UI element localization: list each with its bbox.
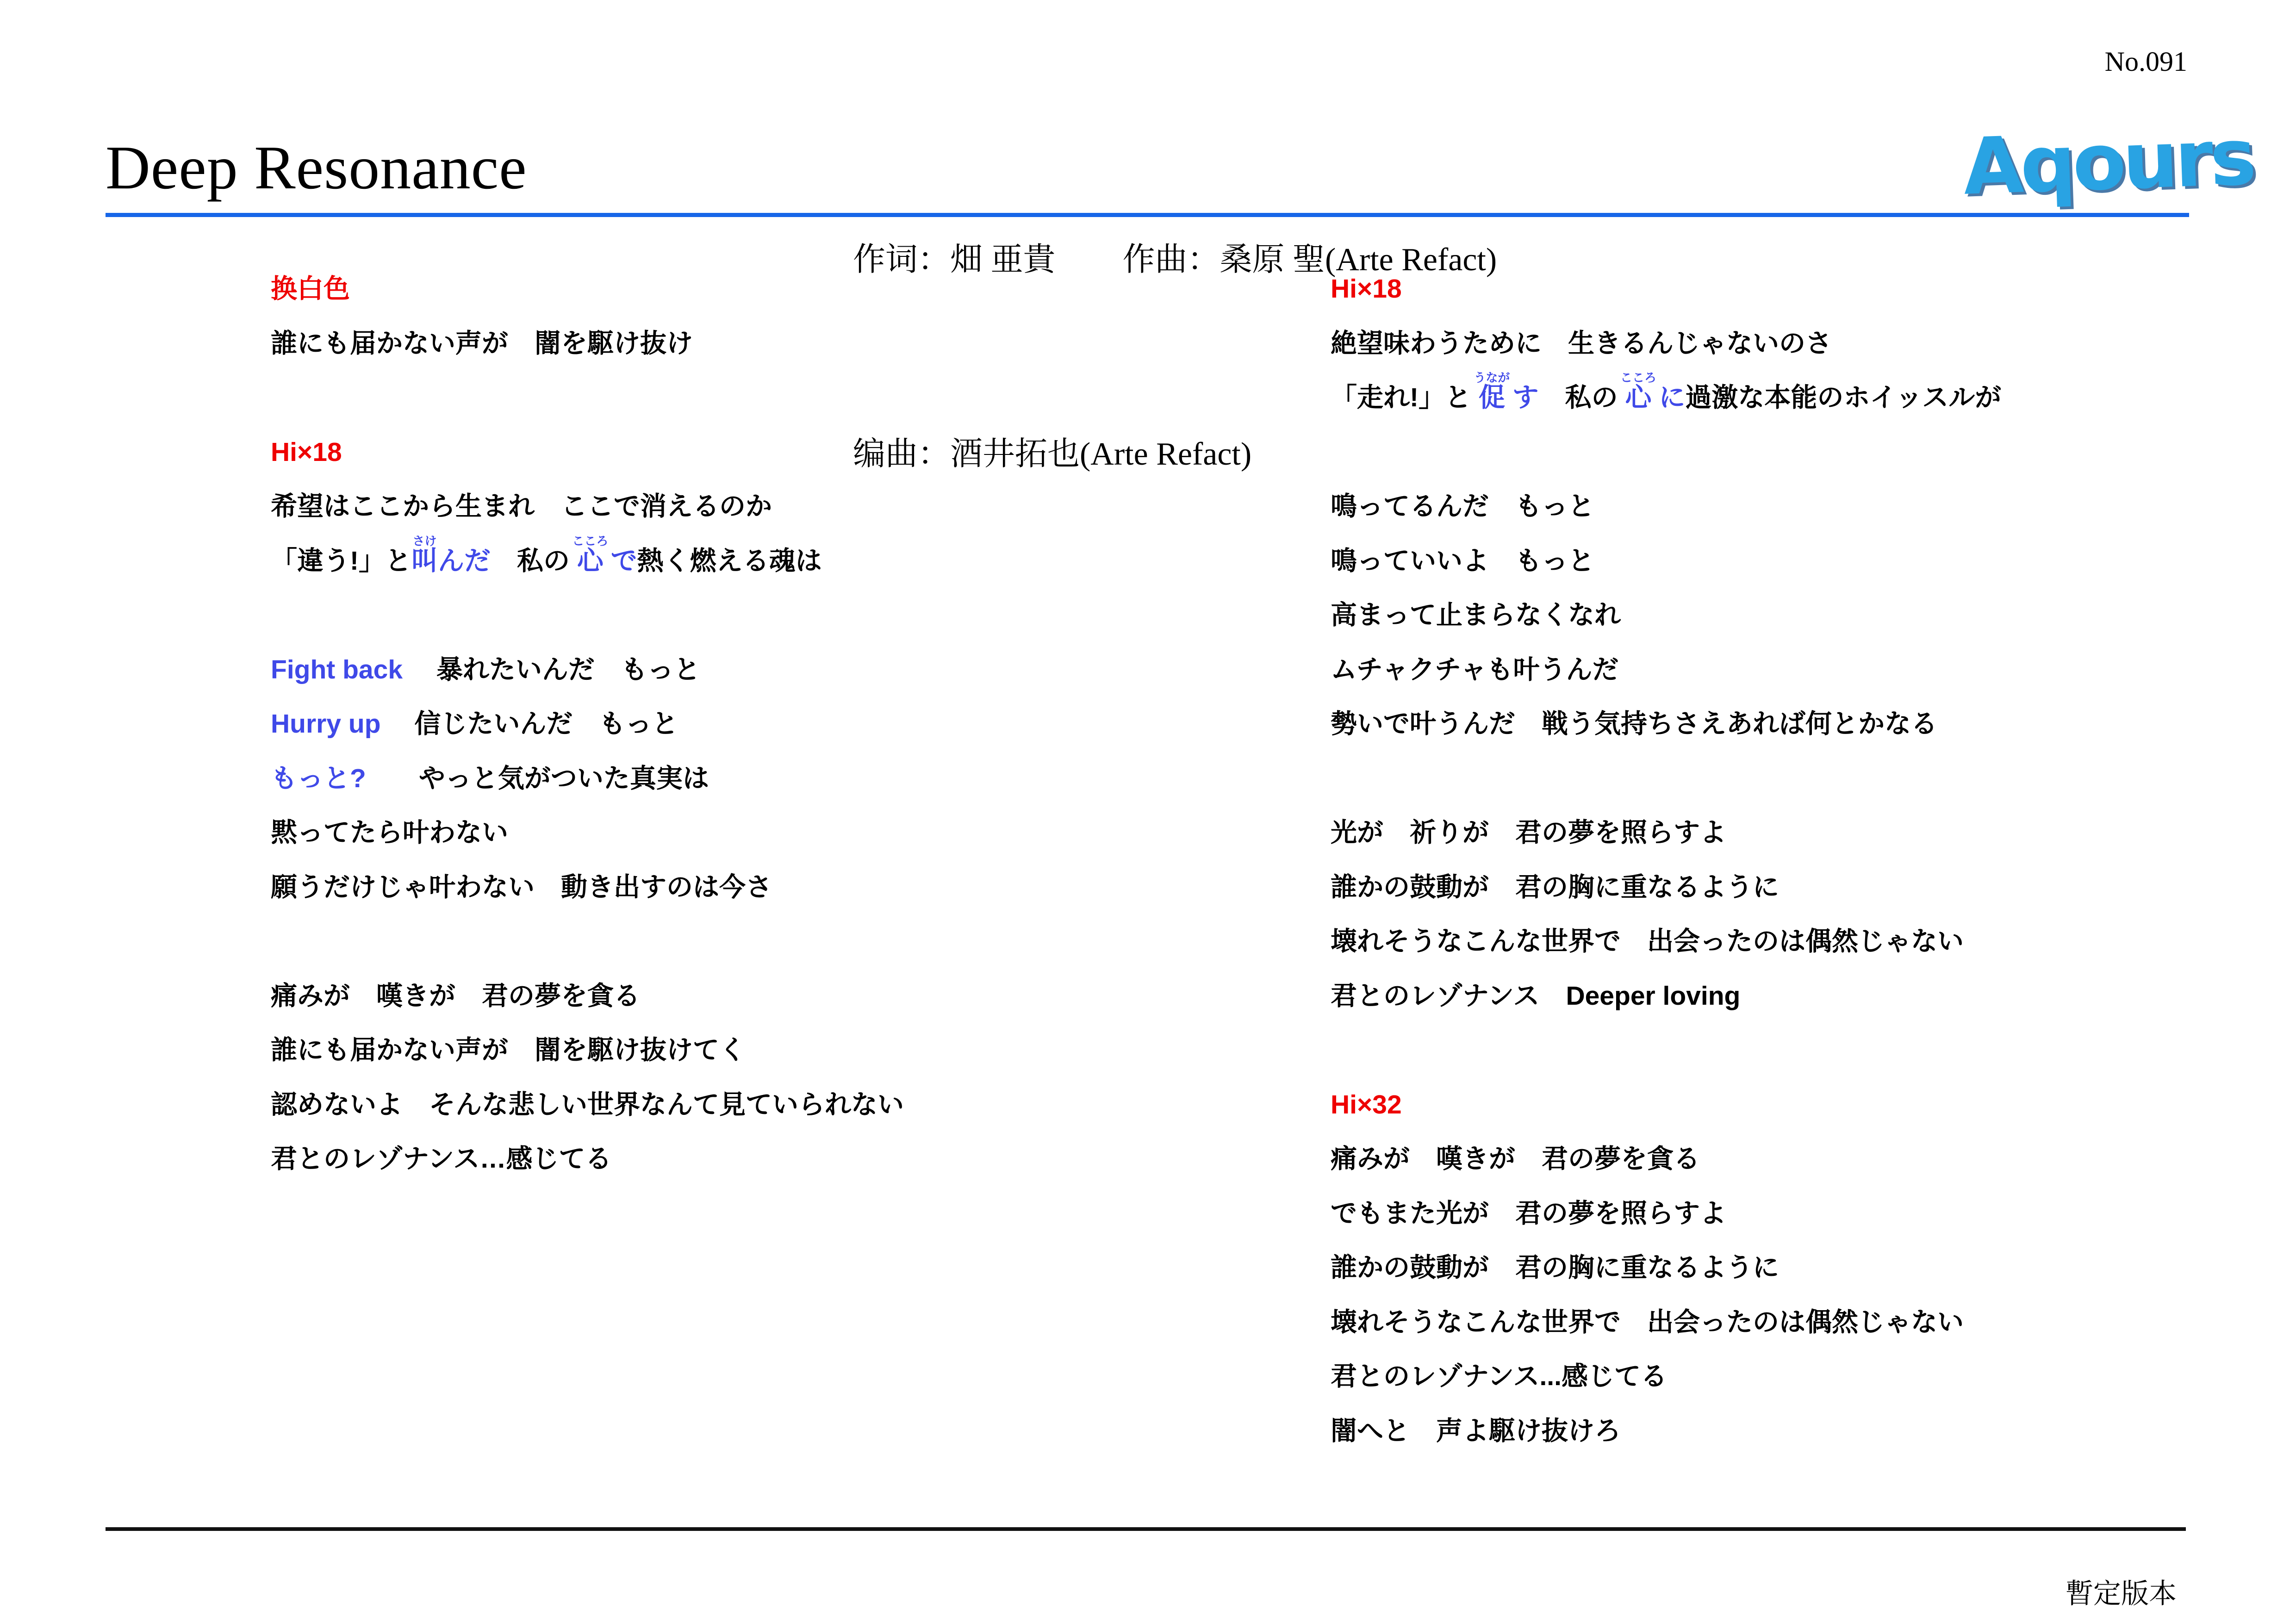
- lyric-line: [1331, 969, 2001, 1024]
- section-note: [271, 262, 904, 317]
- lyric-segment: 私の: [1538, 383, 1625, 412]
- lyric-line: [1331, 643, 2001, 697]
- lyric-segment: 君とのレゾナンス Deeper loving: [1331, 981, 1741, 1011]
- ruby-base: [572, 534, 609, 589]
- lyric-segment: 認めないよ そんな悲しい世界なんて見ていられない: [271, 1089, 904, 1119]
- lyric-line: [271, 860, 904, 915]
- lyric-segment: 鳴っていいよ もっと: [1331, 546, 1594, 576]
- furigana: うなが: [1474, 371, 1510, 385]
- lyric-segment: 壊れそうなこんな世界で 出会ったのは偶然じゃない: [1331, 1307, 1964, 1337]
- lyric-segment: 過激な本能のホイッスルが: [1685, 383, 2002, 412]
- section-note: [1331, 262, 2001, 317]
- footer-note: 暫定版本: [2066, 1579, 2177, 1609]
- lyric-segment: 「違う!」と: [271, 546, 411, 576]
- lyric-line: [1331, 317, 2001, 371]
- lyric-segment: 心: [577, 546, 604, 576]
- lyric-segment: んだ: [437, 546, 491, 576]
- aqours-logo: Aqours: [1961, 112, 2255, 212]
- lyric-segment: 闇へと 声よ駆け抜けろ: [1331, 1416, 1621, 1446]
- lyric-segment: 促: [1478, 383, 1505, 412]
- lyric-line: [271, 643, 904, 697]
- lyric-segment: 希望はここから生まれ ここで消えるのか: [271, 491, 772, 521]
- header-rule: [106, 213, 2189, 217]
- lyric-segment: Hi×18: [271, 437, 342, 467]
- lyric-line: [1331, 588, 2001, 643]
- lyric-segment: Hi×32: [1331, 1089, 1402, 1119]
- ruby-base: [1474, 371, 1510, 425]
- lyric-segment: 勢いで叶うんだ 戦う気持ちさえあれば何とかなる: [1331, 709, 1937, 739]
- lyric-line: [1331, 1404, 2001, 1459]
- lyric-segment: 黙ってたら叶わない: [271, 818, 508, 847]
- lyric-line: [1331, 479, 2001, 534]
- lyric-line: [1331, 1349, 2001, 1404]
- lyric-segment: 「走れ!」と: [1331, 383, 1479, 412]
- lyric-segment: もっと?: [271, 763, 366, 793]
- lyric-segment: 君とのレゾナンス...感じてる: [1331, 1362, 1667, 1391]
- credit-composer: 作曲：桑原 聖(Arte Refact): [1122, 242, 1497, 278]
- lyric-segment: で: [603, 546, 637, 576]
- lyrics-column-right: [1331, 262, 2001, 1458]
- blank-line: [271, 914, 904, 969]
- lyric-segment: 絶望味わうために 生きるんじゃないのさ: [1331, 328, 1832, 358]
- lyric-line: [271, 752, 904, 806]
- blank-line: [271, 588, 904, 643]
- lyric-line: [1331, 860, 2001, 915]
- lyric-segment: でもまた光が 君の夢を照らすよ: [1331, 1198, 1726, 1228]
- lyric-segment: 信じたいんだ もっと: [380, 709, 678, 739]
- blank-line: [1331, 425, 2001, 480]
- lyric-segment: 叫: [411, 546, 438, 576]
- lyric-segment: 誰にも届かない声が 闇を駆け抜けてく: [271, 1035, 746, 1065]
- lyric-line: [1331, 371, 2001, 425]
- lyric-segment: ムチャクチャも叶うんだ: [1331, 654, 1619, 684]
- lyric-line: [271, 534, 904, 589]
- lyric-segment: 誰にも届かない声が 闇を駆け抜け: [271, 328, 693, 358]
- lyric-line: [1331, 697, 2001, 752]
- lyric-segment: Hi×18: [1331, 274, 1402, 304]
- doc-number: No.091: [2104, 46, 2187, 77]
- footer-rule: [106, 1527, 2186, 1531]
- lyric-segment: 私の: [490, 546, 577, 576]
- lyric-segment: 熱く燃える魂は: [637, 546, 822, 576]
- lyric-line: [1331, 534, 2001, 589]
- lyric-segment: に: [1651, 383, 1686, 412]
- lyric-segment: 痛みが 嘆きが 君の夢を貪る: [271, 981, 640, 1011]
- blank-line: [1331, 1023, 2001, 1078]
- lyric-line: [271, 1023, 904, 1078]
- lyric-line: [1331, 1241, 2001, 1295]
- blank-line: [271, 371, 904, 425]
- lyric-line: [271, 697, 904, 752]
- lyric-segment: 誰かの鼓動が 君の胸に重なるように: [1331, 872, 1779, 902]
- section-note: [1331, 1078, 2001, 1132]
- lyric-line: [1331, 806, 2001, 860]
- lyric-segment: 壊れそうなこんな世界で 出会ったのは偶然じゃない: [1331, 927, 1964, 956]
- lyric-segment: 痛みが 嘆きが 君の夢を貪る: [1331, 1144, 1700, 1174]
- lyric-line: [1331, 1295, 2001, 1350]
- lyric-segment: 暴れたいんだ もっと: [403, 654, 700, 684]
- ruby-base: [411, 534, 438, 589]
- lyric-line: [1331, 1132, 2001, 1187]
- lyric-segment: 换白色: [271, 274, 350, 304]
- lyric-line: [271, 479, 904, 534]
- lyric-segment: す: [1505, 383, 1539, 412]
- lyric-segment: Hurry up: [271, 709, 381, 739]
- lyric-segment: 願うだけじゃ叶わない 動き出すのは今さ: [271, 872, 772, 902]
- lyric-segment: やっと気がついた真実は: [366, 763, 709, 793]
- lyric-segment: 光が 祈りが 君の夢を照らすよ: [1331, 818, 1726, 847]
- lyric-line: [1331, 914, 2001, 969]
- lyric-segment: 高まって止まらなくなれ: [1331, 600, 1621, 630]
- lyric-line: [271, 806, 904, 860]
- lyric-segment: Fight back: [271, 654, 403, 684]
- ruby-base: [1620, 371, 1657, 425]
- credit-lyricist: 作词：畑 亜貴: [853, 242, 1056, 278]
- lyric-segment: 心: [1625, 383, 1652, 412]
- lyric-line: [271, 317, 904, 371]
- lyric-line: [1331, 1187, 2001, 1241]
- lyric-line: [271, 1132, 904, 1187]
- blank-line: [1331, 752, 2001, 806]
- lyric-segment: 鳴ってるんだ もっと: [1331, 491, 1594, 521]
- lyrics-column-left: [271, 262, 904, 1187]
- lyric-segment: 君とのレゾナンス…感じてる: [271, 1144, 612, 1174]
- lyric-line: [271, 1078, 904, 1132]
- furigana: こころ: [1620, 371, 1657, 385]
- lyric-line: [271, 969, 904, 1024]
- furigana: こころ: [572, 534, 609, 548]
- section-note: [271, 425, 904, 480]
- lyric-segment: 誰かの鼓動が 君の胸に重なるように: [1331, 1253, 1779, 1282]
- page-title: Deep Resonance: [106, 133, 527, 202]
- furigana: さけ: [412, 534, 437, 548]
- credit-arranger: 编曲：酒井拓也(Arte Refact): [853, 436, 1252, 472]
